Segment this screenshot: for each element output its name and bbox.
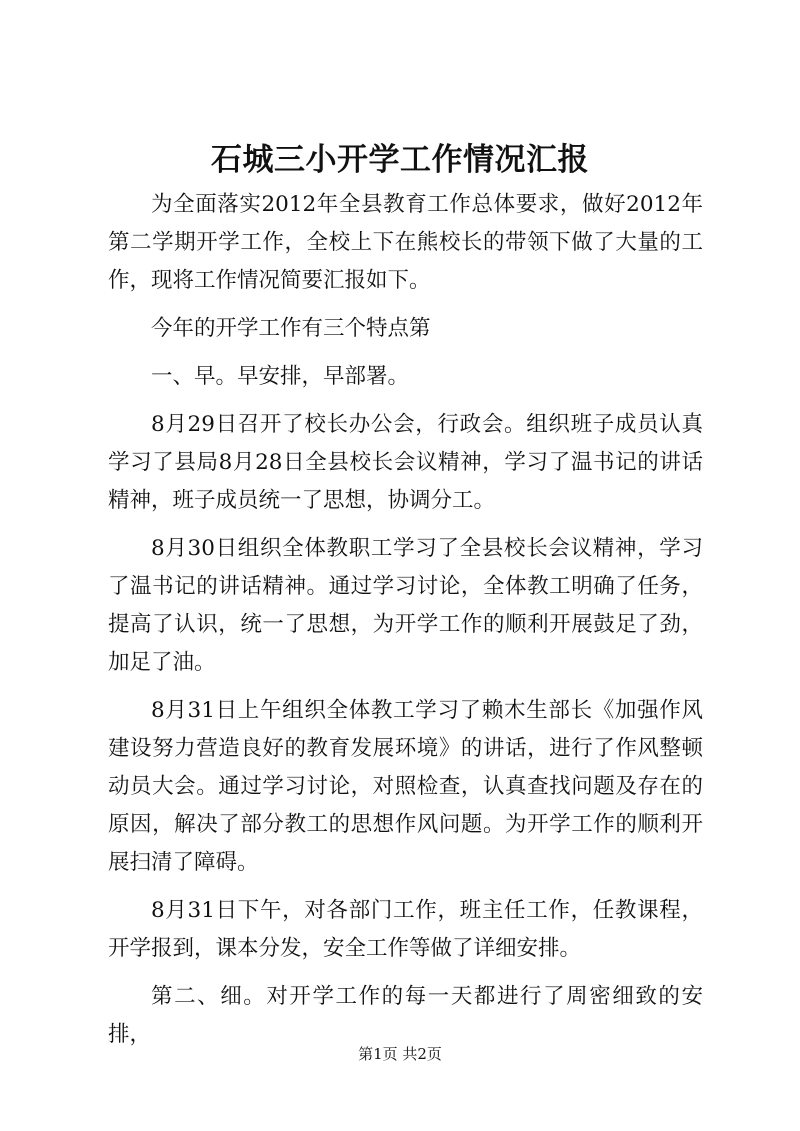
document-body xyxy=(108,186,703,1064)
paragraph-aug31-morning: 8月31日上午组织全体教工学习了赖木生部长《加强作风建设努力营造良好的教育发展环境》的讲话，进行了作风整顿动员大会。通过学习讨论，对照检查，认真查找问题及存在的原因，解决了部分教工的思想作风问题。为开学工作的顺利开展扫清了障碍。 xyxy=(108,698,703,875)
paragraph-aug30: 8月30日组织全体教职工学习了全县校长会议精神，学习了温书记的讲话精神。通过学习讨论，全体教工明确了任务，提高了认识，统一了思想，为开学工作的顺利开展鼓足了劲，加足了油。 xyxy=(108,536,703,675)
paragraph-aug31-afternoon: 8月31日下午，对各部门工作，班主任工作，任教课程，开学报到，课本分发，安全工作等做了详细安排。 xyxy=(108,898,703,961)
paragraph-heading-detail: 第二、细。对开学工作的每一天都进行了周密细致的安排， xyxy=(108,984,703,1047)
paragraph-intro: 为全面落实2012年全县教育工作总体要求，做好2012年第二学期开学工作，全校上下在熊校长的带领下做了大量的工作，现将工作情况简要汇报如下。 xyxy=(108,192,703,293)
paragraph-heading-early: 一、早。早安排，早部署。 xyxy=(151,364,410,389)
page-number-footer: 第1页 共2页 xyxy=(358,1045,442,1063)
document-title: 石城三小开学工作情况汇报 xyxy=(211,142,589,178)
paragraph-features: 今年的开学工作有三个特点第 xyxy=(151,316,431,341)
paragraph-aug29: 8月29日召开了校长办公会，行政会。组织班子成员认真学习了县局8月28日全县校长会议精神，学习了温书记的讲话精神，班子成员统一了思想，协调分工。 xyxy=(108,412,703,513)
